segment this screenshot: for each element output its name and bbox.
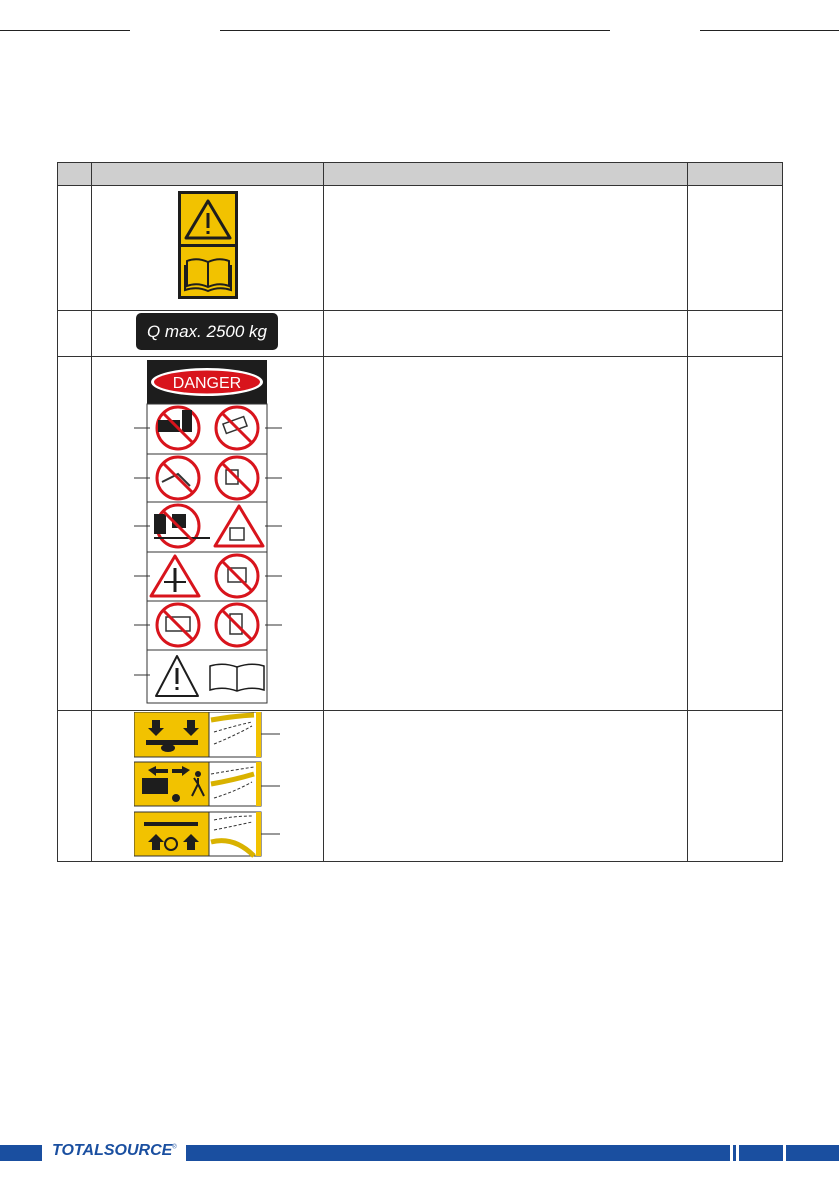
- footer-bar-tick: [733, 1145, 736, 1161]
- danger-decal: [130, 360, 285, 705]
- registration-dash: [0, 30, 130, 31]
- row-divider: [58, 710, 782, 711]
- top-registration-marks: [0, 0, 839, 60]
- row-divider: [58, 356, 782, 357]
- footer-bar-left: [0, 1145, 42, 1161]
- footer-bar-right: [786, 1145, 839, 1161]
- drive-position-icon: [134, 762, 209, 806]
- column-divider: [323, 163, 324, 861]
- registration-dash: [700, 30, 839, 31]
- lower-position-icon: [134, 712, 209, 757]
- column-divider: [91, 163, 92, 861]
- logo-text-total: TOTAL: [52, 1142, 104, 1159]
- caution-read-manual-decal: [178, 191, 238, 299]
- logo-registered-mark: ®: [172, 1144, 177, 1151]
- registration-dash: [220, 30, 610, 31]
- lift-position-icon: [134, 812, 209, 856]
- table-header: [58, 163, 782, 186]
- row-divider: [58, 310, 782, 311]
- footer-bar-main: [186, 1145, 730, 1161]
- capacity-decal: Q max. 2500 kg: [136, 313, 278, 350]
- danger-banner-text: DANGER: [172, 375, 242, 392]
- lever-operation-decal: [134, 712, 284, 858]
- total-source-logo: [52, 1142, 180, 1164]
- logo-text-source: SOURCE: [103, 1142, 173, 1159]
- column-divider: [687, 163, 688, 861]
- footer-bar-page: [739, 1145, 783, 1161]
